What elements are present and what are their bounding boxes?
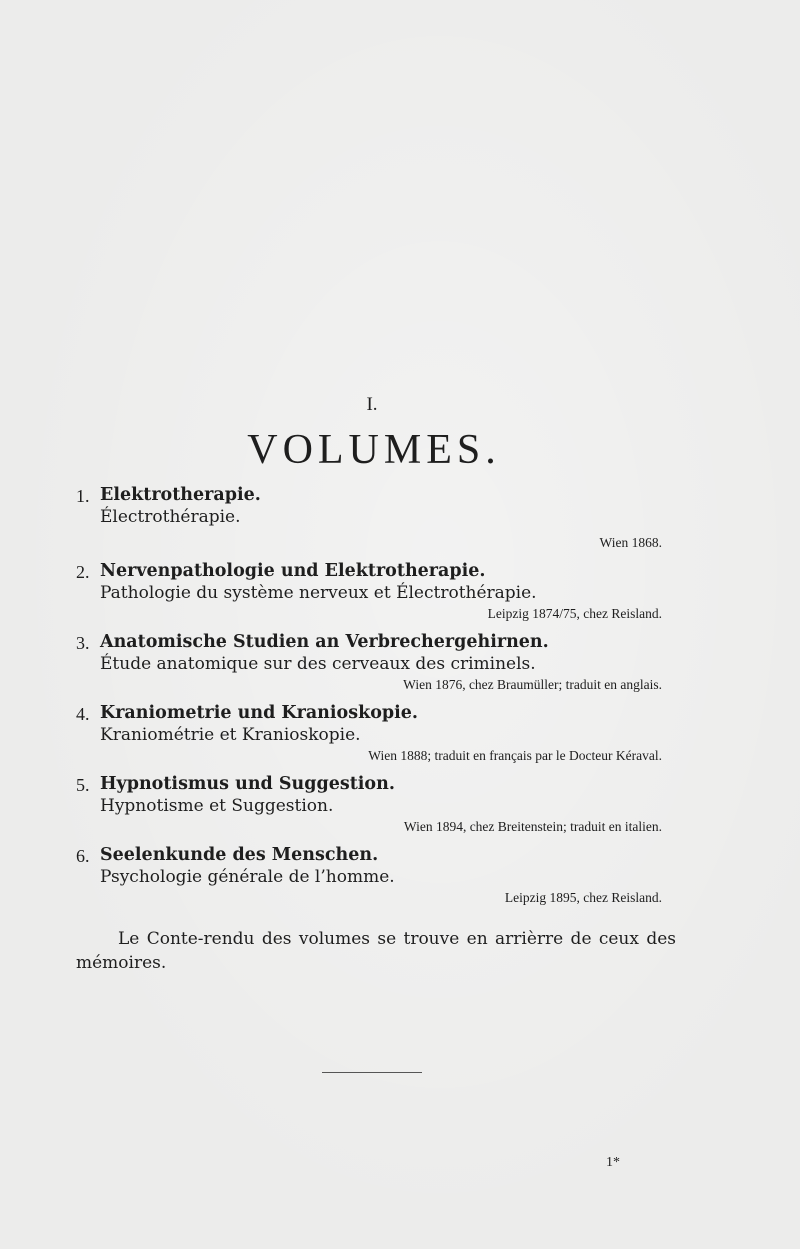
- entry-title-german: Kraniometrie und Kranioskopie.: [100, 703, 418, 723]
- entry-title-german: Seelenkunde des Menschen.: [100, 845, 379, 865]
- entry-number: 5.: [76, 775, 90, 795]
- entry-title-french: Étude anatomique sur des cerveaux des criminels.: [100, 654, 536, 674]
- entry-publication: Leipzig 1895, chez Reisland.: [504, 890, 662, 905]
- list-item: [76, 631, 662, 694]
- entry-title-german: Anatomische Studien an Verbrechergehirnen.: [100, 632, 549, 652]
- entry-title-french: Psychologie générale de l’homme.: [100, 867, 395, 887]
- entry-title-german: Hypnotismus und Suggestion.: [100, 774, 395, 794]
- entry-title-french: Hypnotisme et Suggestion.: [100, 796, 334, 816]
- volume-list: [76, 484, 662, 915]
- entry-publication: Wien 1868.: [599, 535, 662, 550]
- entry-number: 1.: [76, 486, 90, 506]
- list-item: [76, 844, 662, 907]
- entry-publication: Leipzig 1874/75, chez Reisland.: [487, 606, 662, 621]
- list-item: [76, 484, 662, 552]
- entry-number: 6.: [76, 846, 90, 866]
- entry-title-german: Elektrotherapie.: [100, 485, 261, 505]
- list-item: [76, 560, 662, 623]
- entry-title-french: Électrothérapie.: [100, 507, 241, 527]
- entry-publication: Wien 1894, chez Breitenstein; traduit en italien.: [403, 819, 662, 834]
- entry-publication: Wien 1876, chez Braumüller; traduit en anglais.: [403, 677, 662, 692]
- entry-publication: Wien 1888; traduit en français par le Docteur Kéraval.: [368, 748, 662, 763]
- closing-note: Le Conte-rendu des volumes se trouve en arrièrre de ceux des mémoires.: [76, 929, 676, 973]
- page-folio: 1*: [606, 1155, 620, 1170]
- list-item: [76, 773, 662, 836]
- entry-title-french: Pathologie du système nerveux et Électrothérapie.: [100, 583, 537, 603]
- list-item: [76, 702, 662, 765]
- entry-number: 4.: [76, 704, 90, 724]
- entry-title-german: Nervenpathologie und Elektrotherapie.: [100, 561, 486, 581]
- entry-number: 2.: [76, 562, 90, 582]
- entry-number: 3.: [76, 633, 90, 653]
- entry-title-french: Kraniométrie et Kranioskopie.: [100, 725, 361, 745]
- section-number: I.: [366, 394, 378, 415]
- divider: [322, 1072, 422, 1073]
- section-title: VOLUMES.: [247, 427, 501, 473]
